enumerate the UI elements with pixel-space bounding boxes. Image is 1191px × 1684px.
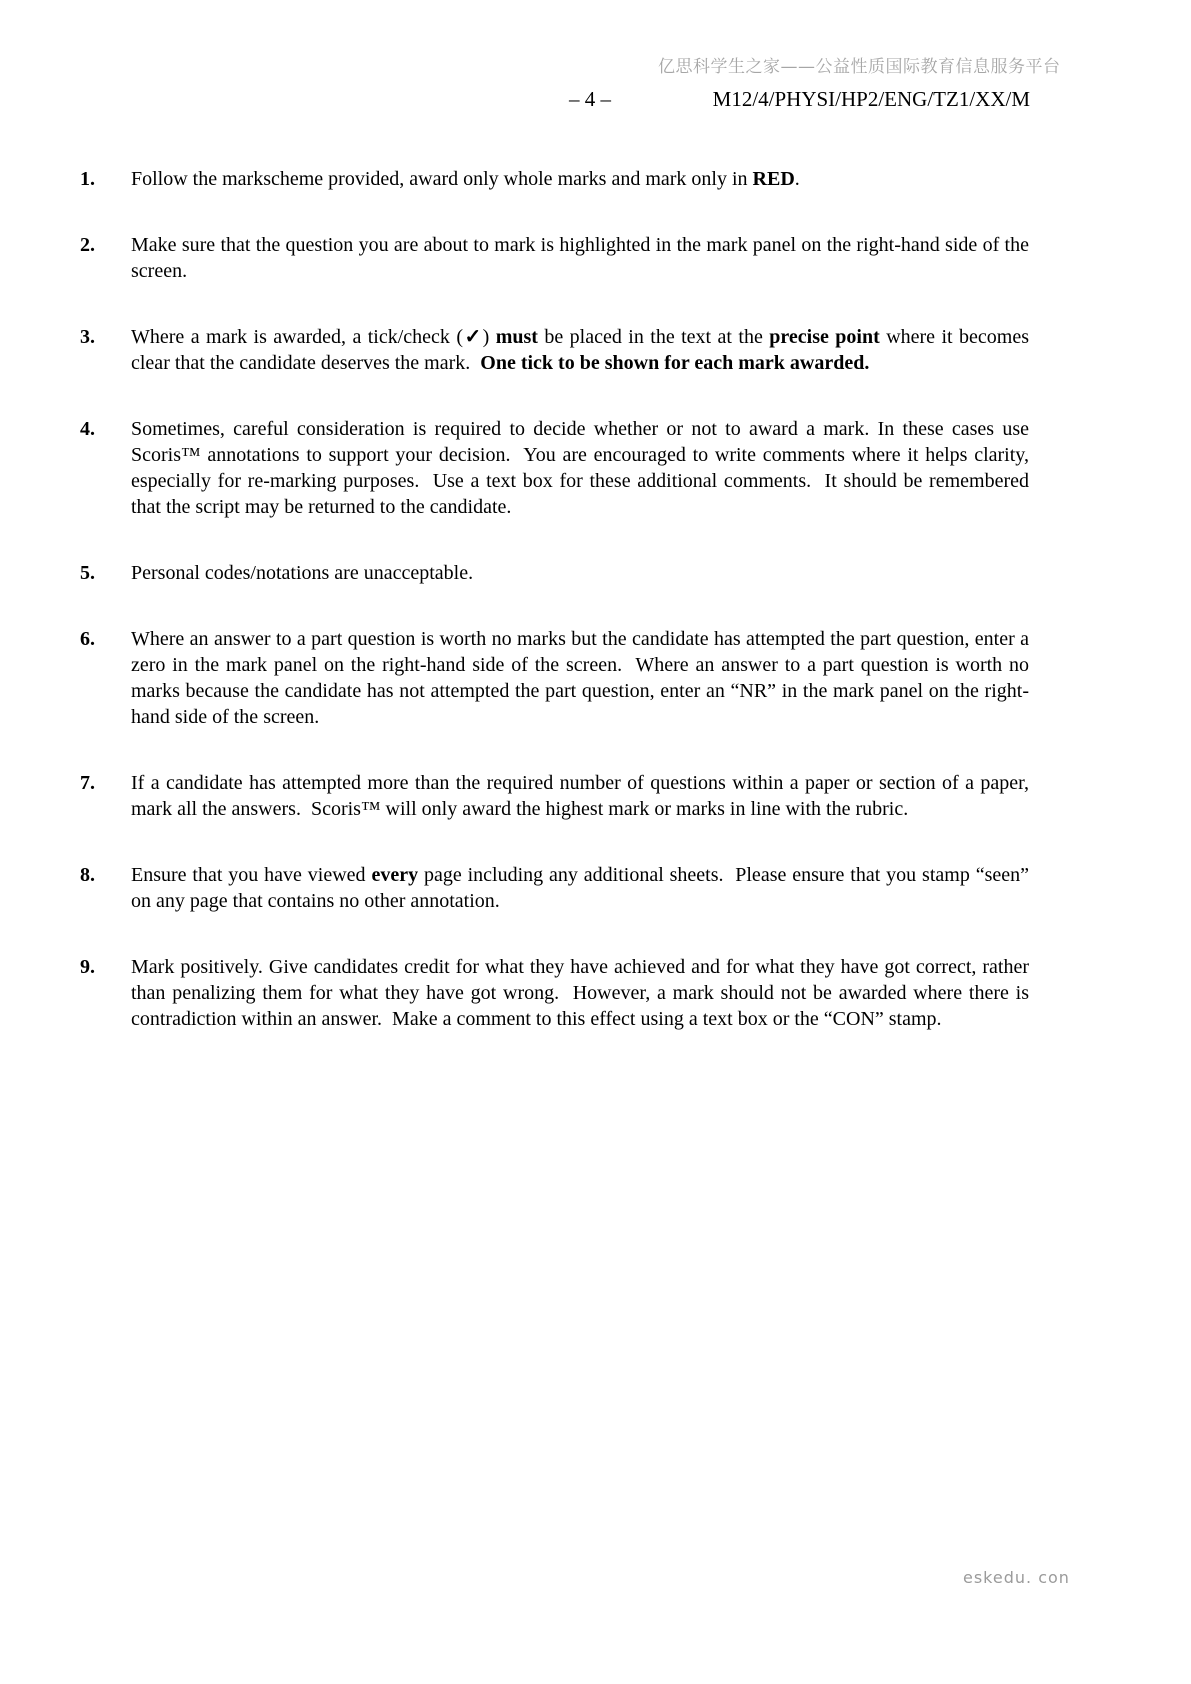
bold-text-run: RED <box>752 168 795 190</box>
bottom-watermark: eskedu. con <box>963 1568 1070 1587</box>
instruction-text <box>131 770 1029 822</box>
text-run: Ensure that you have viewed <box>131 864 372 886</box>
top-watermark: 亿思科学生之家——公益性质国际教育信息服务平台 <box>658 57 1061 77</box>
instruction-number: 7. <box>80 772 95 794</box>
text-run: Personal codes/notations are unacceptable. <box>131 562 474 584</box>
instruction-text <box>131 560 1029 586</box>
instruction-text <box>131 166 1029 192</box>
instruction-item <box>80 324 1029 376</box>
text-run: Follow the markscheme provided, award only whole marks and mark only in <box>131 168 753 190</box>
text-run: Sometimes, careful consideration is required to decide whether or not to award a mark. In these cases use Scoris™ annotations to support your decision. You are encouraged to write comments where it helps clarity, especially for re-marking purposes. Use a text box for these additional comments. It should be remembered that the script may be returned to the candidate. <box>131 418 1029 518</box>
text-run: Where a mark is awarded, a tick/check ( <box>131 326 464 348</box>
instruction-number: 9. <box>80 956 95 978</box>
instruction-text <box>131 862 1029 914</box>
bold-text-run: precise point <box>769 326 880 348</box>
instruction-item <box>80 862 1029 914</box>
text-run: be placed in the text at the <box>537 326 770 348</box>
instruction-number: 6. <box>80 628 95 650</box>
instruction-text <box>131 232 1029 284</box>
bold-text-run: must <box>495 326 538 348</box>
text-run: Mark positively. Give candidates credit for what they have achieved and for what they have got correct, rather than penalizing them for what they have got wrong. However, a mark should not be awarded where there is contradiction within an answer. Make a comment to this effect using a text box or the “CON” stamp. <box>131 956 1029 1030</box>
instruction-list <box>80 166 1029 1072</box>
instruction-number: 8. <box>80 864 95 886</box>
instruction-item <box>80 166 1029 192</box>
instruction-item <box>80 954 1029 1032</box>
text-run: Make sure that the question you are about to mark is highlighted in the mark panel on the right-hand side of the screen. <box>131 234 1029 282</box>
text-run: Where an answer to a part question is worth no marks but the candidate has attempted the part question, enter a zero in the mark panel on the right-hand side of the screen. Where an answer to a part question is worth no marks because the candidate has not attempted the part question, enter an “NR” in the mark panel on the right-hand side of the screen. <box>131 628 1029 728</box>
text-run: page including any additional sheets. Please ensure that you stamp “seen” on any page that contains no other annotation. <box>131 864 1029 912</box>
instruction-number: 1. <box>80 168 95 190</box>
text-run: ) <box>482 326 496 348</box>
page-number: – 4 – <box>569 87 611 111</box>
bold-text-run: ✓ <box>463 326 483 348</box>
instruction-item <box>80 560 1029 586</box>
instruction-number: 5. <box>80 562 95 584</box>
text-run: If a candidate has attempted more than the required number of questions within a paper or section of a paper, mark all the answers. Scoris™ will only award the highest mark or marks in line with the rubric. <box>131 772 1029 820</box>
bold-text-run: One tick to be shown for each mark awarded. <box>480 352 870 374</box>
instruction-item <box>80 770 1029 822</box>
instruction-number: 3. <box>80 326 95 348</box>
instruction-item <box>80 626 1029 730</box>
instruction-number: 2. <box>80 234 95 256</box>
document-code: M12/4/PHYSI/HP2/ENG/TZ1/XX/M <box>712 87 1030 111</box>
instruction-text <box>131 954 1029 1032</box>
instruction-item <box>80 416 1029 520</box>
instruction-text <box>131 324 1029 376</box>
instruction-text <box>131 626 1029 730</box>
text-run: where it becomes clear that the candidate deserves the mark. <box>131 326 1029 374</box>
instruction-item <box>80 232 1029 284</box>
instruction-text <box>131 416 1029 520</box>
text-run: . <box>794 168 800 190</box>
bold-text-run: every <box>371 864 419 886</box>
instruction-number: 4. <box>80 418 95 440</box>
